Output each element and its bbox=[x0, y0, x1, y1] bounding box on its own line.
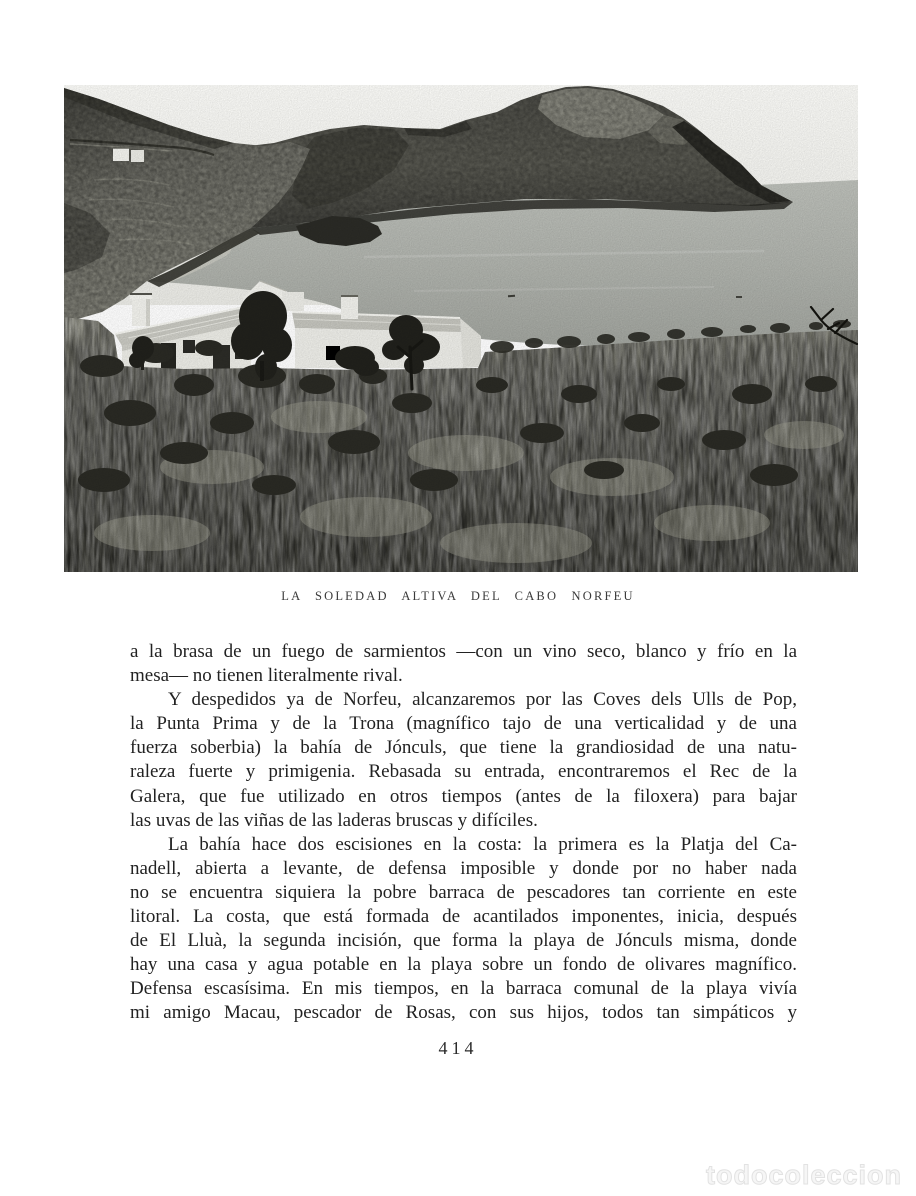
text-line: Defensa escasísima. En mis tiempos, en la barraca comunal de la playa vivía bbox=[130, 978, 797, 1000]
text-line: hay una casa y agua potable en la playa sobre un fondo de olivares magnífico. bbox=[130, 954, 797, 976]
text-line: fuerza soberbia) la bahía de Jónculs, que tiene la grandiosidad de una natu- bbox=[130, 737, 797, 759]
text-line: mesa— no tienen literalmente rival. bbox=[130, 665, 403, 687]
photograph-cabo-norfeu bbox=[64, 85, 858, 572]
text-line: Y despedidos ya de Norfeu, alcanzaremos por las Coves dels Ulls de Pop, bbox=[168, 689, 797, 711]
text-line: a la brasa de un fuego de sarmientos —con un vino seco, blanco y frío en la bbox=[130, 641, 797, 662]
text-line: no se encuentra siquiera la pobre barraca de pescadores tan corriente en este bbox=[130, 881, 797, 903]
text-line: las uvas de las viñas de las laderas bruscas y difíciles. bbox=[130, 809, 538, 831]
todocoleccion-watermark: todocoleccion bbox=[705, 1160, 902, 1190]
text-line: raleza fuerte y primigenia. Rebasada su entrada, encontraremos el Rec de la bbox=[130, 761, 797, 783]
cove-photo-illustration bbox=[64, 85, 858, 572]
text-line: nadell, abierta a levante, de defensa imposible y donde por no haber nada bbox=[130, 857, 797, 879]
page-number: 414 bbox=[438, 1038, 478, 1058]
text-line: La bahía hace dos escisiones en la costa: la primera es la Platja del Ca- bbox=[168, 833, 797, 855]
text-line: mi amigo Macau, pescador de Rosas, con sus hijos, todos tan simpáticos y bbox=[130, 1002, 797, 1024]
text-line: de El Lluà, la segunda incisión, que forma la playa de Jónculs misma, donde bbox=[130, 930, 797, 952]
text-line: la Punta Prima y de la Trona (magnífico tajo de una verticalidad y de una bbox=[130, 713, 797, 735]
text-line: Galera, que fue utilizado en otros tiempos (antes de la filoxera) para bajar bbox=[130, 785, 797, 807]
body-text bbox=[130, 640, 797, 1026]
photo-caption: LA SOLEDAD ALTIVA DEL CABO NORFEU bbox=[281, 589, 635, 603]
text-line: litoral. La costa, que está formada de acantilados imponentes, inicia, después bbox=[130, 906, 797, 928]
